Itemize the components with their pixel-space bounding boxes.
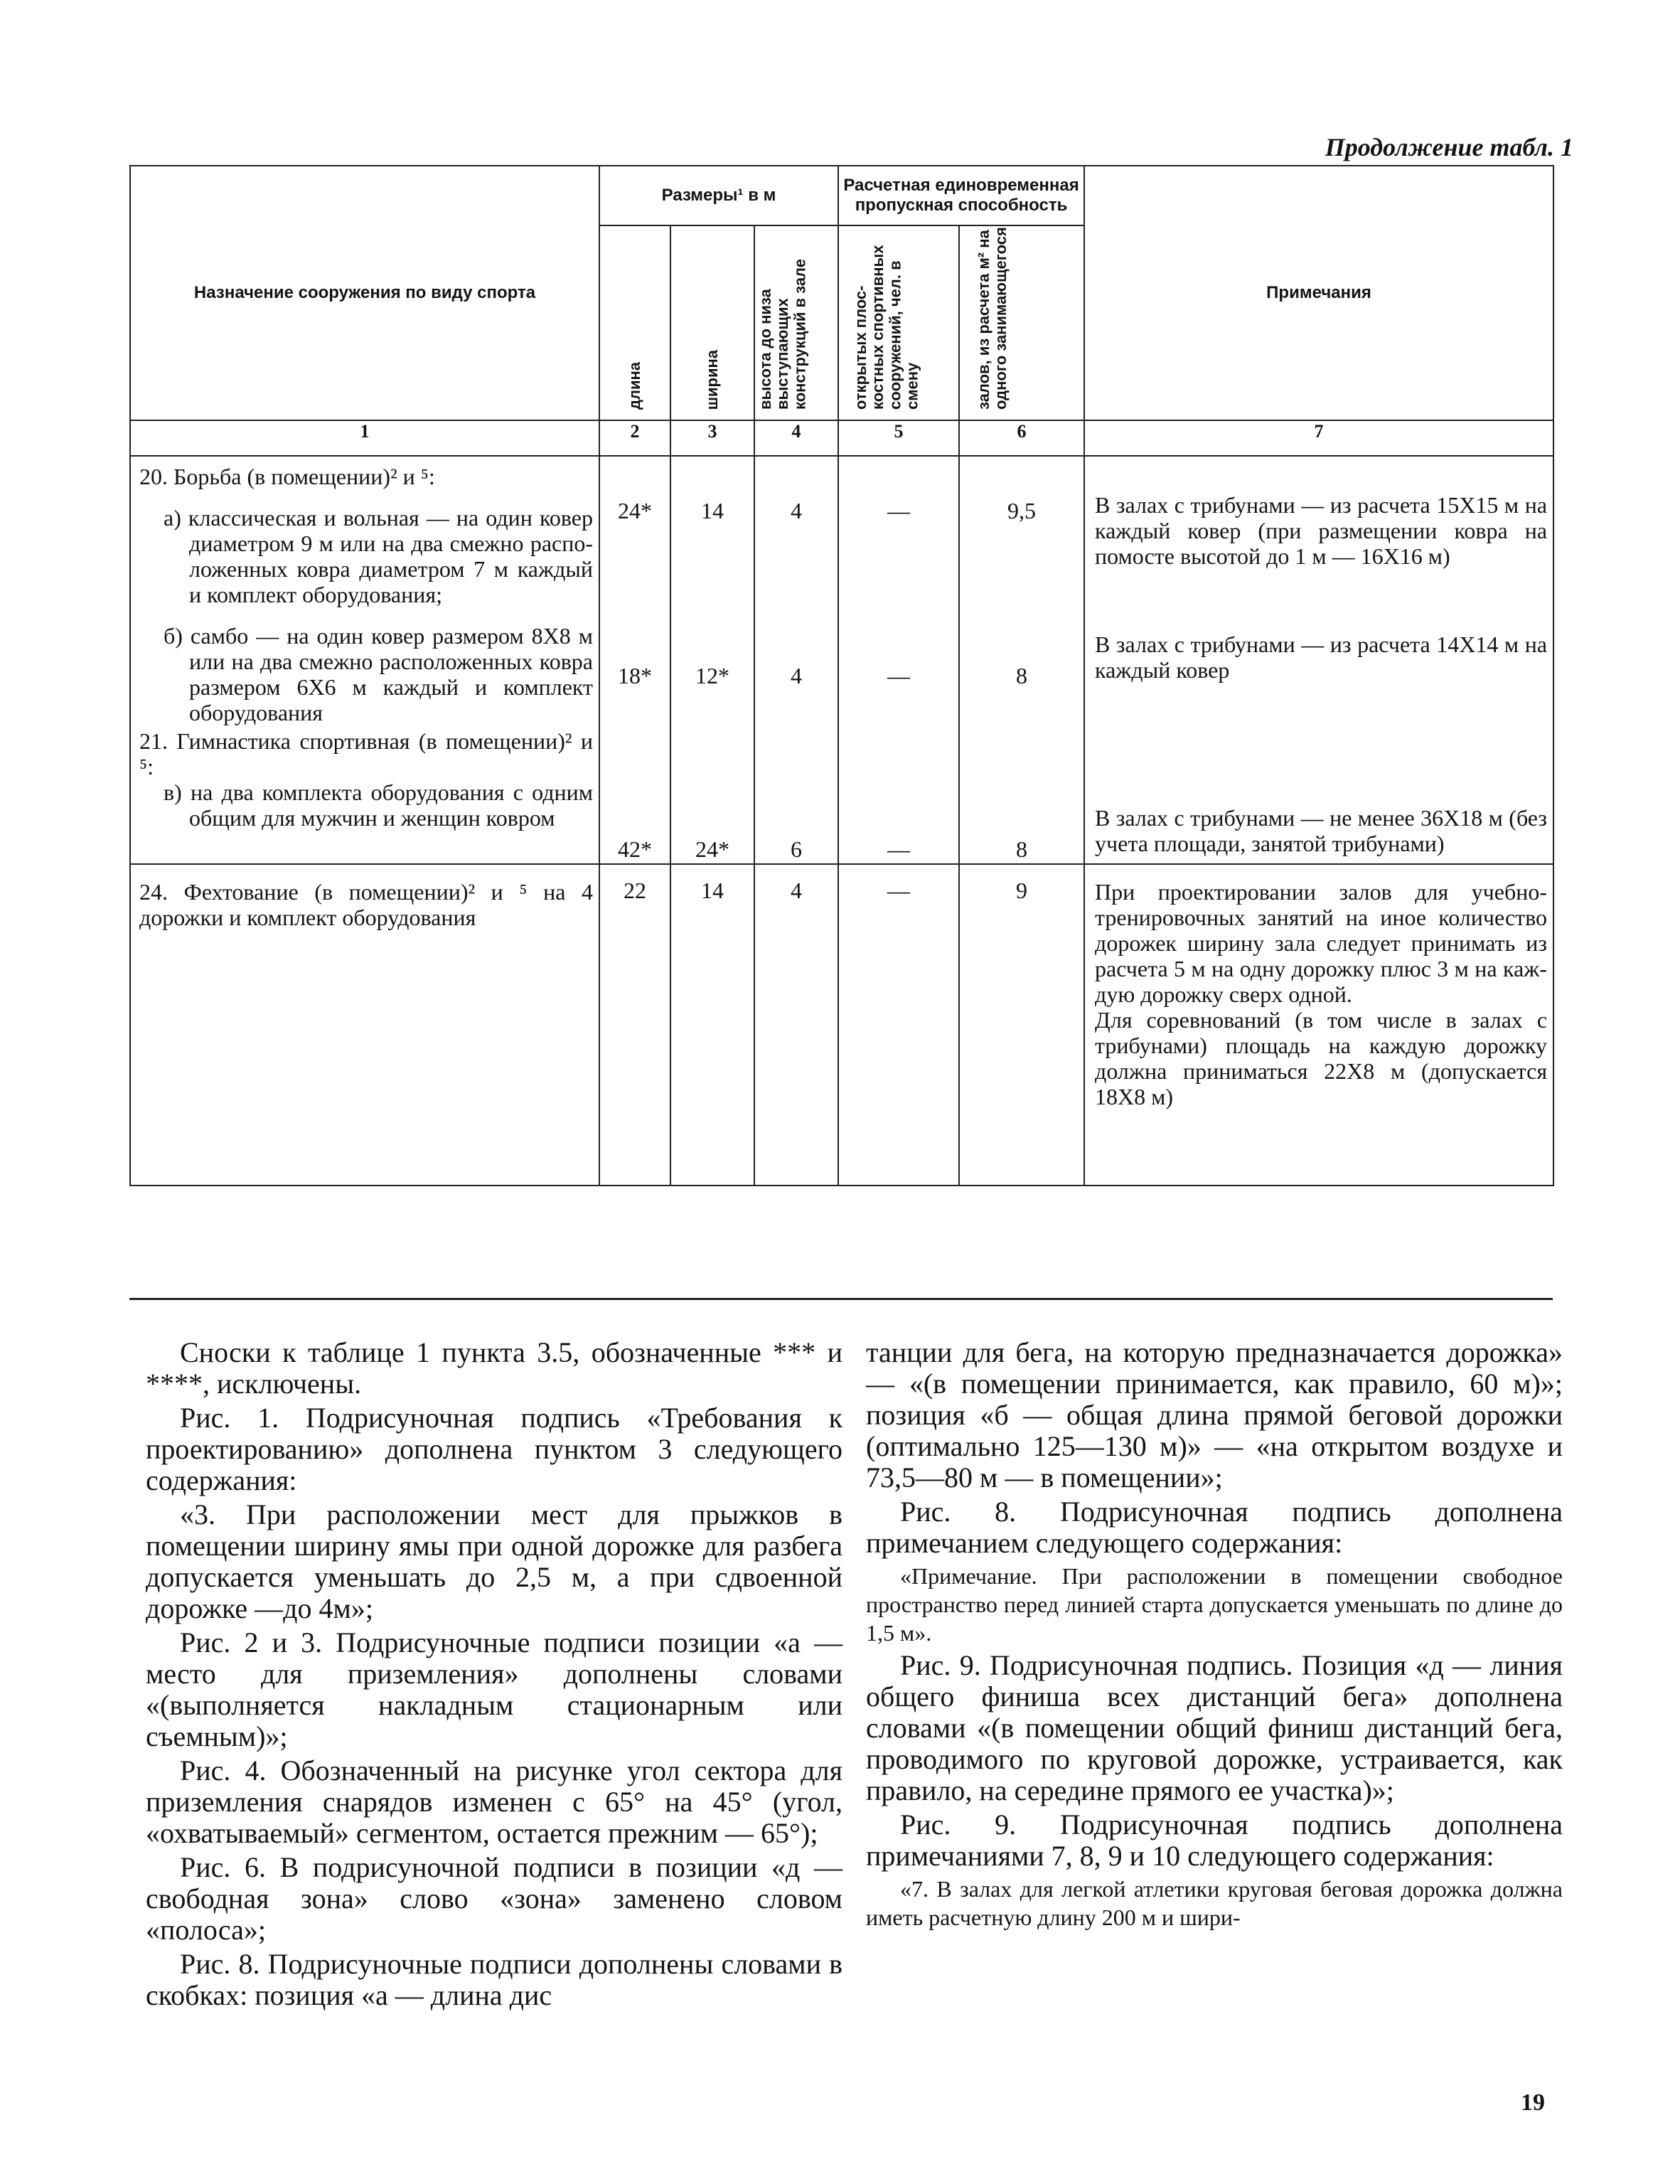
header-length: длина (599, 225, 670, 420)
header-dimensions: Размеры¹ в м (599, 166, 838, 225)
notes-cell (1084, 456, 1553, 864)
row-20-title: 20. Борьба (в помещении)² и ⁵: (139, 464, 435, 489)
para-fig8: Рис. 8. Подрисуночные подписи дополнены словами в скобках: позиция «а — длина дис (146, 1948, 842, 2011)
table-row-24 (130, 864, 1553, 1186)
col-num: 2 (599, 420, 670, 456)
header-open-facilities: открытых плоскостных спортивных сооружений, чел. в смену (838, 225, 959, 420)
row-24-hall: 9 (959, 864, 1084, 1186)
col-num: 3 (670, 420, 754, 456)
hall-capacity-cell: 9,5 8 8 (959, 456, 1084, 864)
length-cell: 24* 18* 42* (599, 456, 670, 864)
para-fig9-note7: «7. В залах для легкой атлетики круговая беговая дорожка должна иметь расчетную длину 200 м и шири- (866, 1876, 1563, 1930)
para-fig8-note: Рис. 8. Подрисуночная подпись дополнена примечанием следующего содержания: (866, 1496, 1563, 1559)
header-width: ширина (670, 225, 754, 420)
row-21v-note: В залах с трибунами — не менее 36Х18 м (без учета площади, занятой трибунами) (1095, 805, 1548, 856)
header-capacity: Расчетная единовременная пропускная способность (838, 166, 1084, 225)
row-20b-note: В залах с трибунами — из расчета 14Х14 м на каждый ковер (1095, 632, 1548, 683)
table-caption: Продолжение табл. 1 (1325, 133, 1573, 161)
row-20b-name: б) самбо — на один ковер размером 8Х8 м или на два смежно расположенных ковра размером 6Х6 м каждый и комплект оборудования (164, 623, 593, 725)
para-fig1-item3: «3. При расположении мест для прыжков в помещении ширину ямы при одной дорожке для разбега допускается уменьшать до 2,5 м, а при сдвоенной дорожке —до 4м»; (146, 1498, 842, 1624)
col-num: 7 (1084, 420, 1553, 456)
header-notes: Примечания (1084, 166, 1553, 420)
row-24-notes (1084, 864, 1553, 1186)
row-21-title: 21. Гимнастика спортивная (в помещении)² и ⁵: (139, 728, 593, 779)
para-fig2-3: Рис. 2 и 3. Подрисуночные подписи позиции «а — место для приземления» дополнены словами «(выполняется накладным стационарным или съемным)»; (146, 1626, 842, 1752)
row-24-height: 4 (754, 864, 838, 1186)
para-fig1: Рис. 1. Подрисуночная подпись «Требования к проектированию» дополнена пунктом 3 следующего содержания: (146, 1402, 842, 1496)
header-height: высота до низа выступающих конструкций в зале (754, 225, 838, 420)
para-footnotes-removed: Сноски к таблице 1 пункта 3.5, обозначенные *** и ****, исключены. (146, 1336, 842, 1400)
open-capacity-cell: — — — (838, 456, 959, 864)
page-number: 19 (1521, 2089, 1545, 2116)
para-fig8-cont: танции для бега, на которую предназначается дорожка» — «(в помещении принимается, как правило, 60 м)»; позиция «б — общая длина прямой беговой дорожки (оптимально 125—130 м)» — «на открытом воздухе и 73,5—80 м — в помещении»; (866, 1336, 1563, 1493)
col-num: 6 (959, 420, 1084, 456)
para-fig8-note-text: «Примечание. При расположении в помещении свободное пространство перед линией старта допускается уменьшать по длине до 1,5 м». (866, 1563, 1563, 1646)
row-20a-note: В залах с трибунами — из расчета 15Х15 м на каждый ковер (при размещении ковра на помосте высотой до 1 м — 16Х16 м) (1095, 492, 1548, 569)
sports-facilities-table (129, 165, 1554, 1186)
right-text-column (866, 1337, 1563, 1934)
para-fig6: Рис. 6. В подрисуночной подписи в позиции «д — свободная зона» слово «зона» заменено словом «полоса»; (146, 1851, 842, 1946)
row-24-note-1: При проектировании залов для учебно-тренировочных занятий на иное количество дорожек ширину зала следует принимать из расчета 5 м на одну дорожку плюс 3 м на каждую дорожку сверх одной. (1095, 879, 1548, 1007)
col-num: 4 (754, 420, 838, 456)
purpose-cell (130, 456, 599, 864)
col-num: 5 (838, 420, 959, 456)
header-purpose: Назначение сооружения по виду спорта (130, 166, 599, 420)
para-fig9-notes: Рис. 9. Подрисуночная подпись дополнена примечаниями 7, 8, 9 и 10 следующего содержания: (866, 1809, 1563, 1872)
col-num: 1 (130, 420, 599, 456)
row-20a-name: а) классическая и вольная — на один ковер диаметром 9 м или на два смежно расположенных ковра диаметром 7 м каждый и комплект оборудования; (164, 505, 593, 607)
row-24-width: 14 (670, 864, 754, 1186)
table-bottom-rule (129, 1298, 1553, 1300)
header-halls: залов, из расчета м² на одного занимающегося (959, 225, 1084, 420)
width-cell: 14 12* 24* (670, 456, 754, 864)
para-fig4: Рис. 4. Обозначенный на рисунке угол сектора для приземления снарядов изменен с 65° на 45° (угол, «охватываемый» сегментом, остается прежним — 65°); (146, 1754, 842, 1849)
row-24-note-2: Для соревнований (в том числе в залах с трибунами) площадь на каждую дорожку должна приниматься 22Х8 м (допускается 18Х8 м) (1095, 1007, 1548, 1109)
row-24-name: 24. Фехтование (в помещении)² и ⁵ на 4 дорожки и комплект оборудования (130, 864, 599, 1186)
height-cell: 4 4 6 (754, 456, 838, 864)
row-21v-name: в) на два комплекта оборудования с одним общим для мужчин и женщин ковром (164, 779, 593, 831)
row-24-open: — (838, 864, 959, 1186)
column-numbers-row (130, 420, 1553, 456)
para-fig9: Рис. 9. Подрисуночная подпись. Позиция «д — линия общего финиша всех дистанций бега» дополнена словами «(в помещении общий финиш дистанций бега, проводимого по круговой дорожке, устраивается, как правило, на середине прямого ее участка)»; (866, 1649, 1563, 1806)
table-row-20-21 (130, 456, 1553, 864)
left-text-column (146, 1337, 842, 2014)
row-24-length: 22 (599, 864, 670, 1186)
